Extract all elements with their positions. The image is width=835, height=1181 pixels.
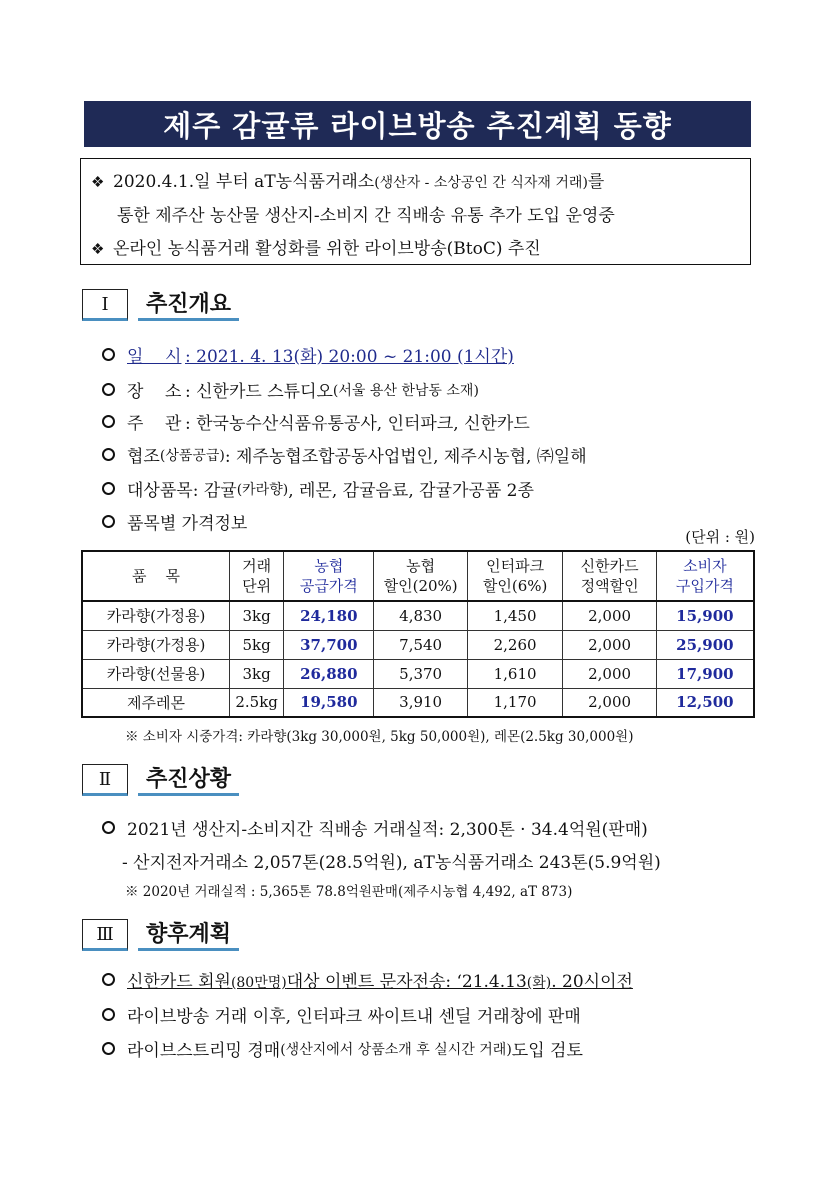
- section-number: Ⅲ: [82, 919, 128, 951]
- header-interpark-discount: 인터파크 할인(6%): [467, 551, 563, 601]
- plan-item-1: 신한카드 회원(80만명)대상 이벤트 문자전송: ‘21.4.13(화). 20시이전: [102, 967, 633, 992]
- performance-2020-note: ※ 2020년 거래실적 : 5,365톤 78.8억원판매(제주시농협 4,492, aT 873): [125, 884, 573, 900]
- header-nh-supply: 농협 공급가격: [284, 551, 374, 601]
- cell-shinhan-discount: 2,000: [563, 688, 656, 717]
- cell-consumer-price: 17,900: [656, 659, 754, 688]
- section-title: 추진개요: [138, 289, 239, 321]
- cell-shinhan-discount: 2,000: [563, 630, 656, 659]
- cell-item: 카라향(선물용): [82, 659, 230, 688]
- cell-interpark-discount: 2,260: [467, 630, 563, 659]
- table-row: [82, 659, 754, 688]
- cell-nh-discount: 3,910: [374, 688, 467, 717]
- diamond-bullet-icon: ❖: [91, 240, 105, 258]
- cell-nh-supply: 26,880: [284, 659, 374, 688]
- cell-shinhan-discount: 2,000: [563, 601, 656, 630]
- header-item: 품 목: [82, 551, 230, 601]
- cell-nh-supply: 24,180: [284, 601, 374, 630]
- section-number: Ⅰ: [82, 289, 128, 321]
- circle-bullet-icon: [102, 482, 115, 495]
- cell-nh-supply: 19,580: [284, 688, 374, 717]
- section-3-header: [82, 918, 239, 952]
- cell-nh-discount: 4,830: [374, 601, 467, 630]
- header-consumer-price: 소비자 구입가격: [656, 551, 754, 601]
- circle-bullet-icon: [102, 415, 115, 428]
- table-row: [82, 630, 754, 659]
- cell-item: 제주레몬: [82, 688, 230, 717]
- section-title: 추진상황: [138, 764, 239, 796]
- diamond-bullet-icon: ❖: [91, 173, 105, 191]
- cell-shinhan-discount: 2,000: [563, 659, 656, 688]
- circle-bullet-icon: [102, 515, 115, 528]
- cell-nh-discount: 5,370: [374, 659, 467, 688]
- price-info-item: 품목별 가격정보: [102, 509, 247, 534]
- unit-note: (단위 : 원): [685, 528, 755, 546]
- cell-consumer-price: 15,900: [656, 601, 754, 630]
- cell-item: 카라향(가정용): [82, 630, 230, 659]
- performance-detail: - 산지전자거래소 2,057톤(28.5억원), aT농식품거래소 243톤(5.9억원): [122, 853, 661, 873]
- cooperation-item: 협조 (상품공급) : 제주농협조합공동사업법인, 제주시농협, ㈜일해: [102, 442, 587, 467]
- section-2-header: [82, 763, 239, 797]
- cell-consumer-price: 12,500: [656, 688, 754, 717]
- circle-bullet-icon: [102, 1042, 115, 1055]
- header-shinhan-discount: 신한카드 정액할인: [563, 551, 656, 601]
- summary-line-2: 통한 제주산 농산물 생산지-소비지 간 직배송 유통 추가 도입 운영중: [117, 206, 615, 226]
- section-number: Ⅱ: [82, 764, 128, 796]
- price-table: [81, 550, 755, 718]
- organizer-item: 주 관 : 한국농수산식품유통공사, 인터파크, 신한카드: [102, 409, 530, 434]
- page-title-text: 제주 감귤류 라이브방송 추진계획 동향: [163, 108, 672, 143]
- cell-unit: 2.5kg: [230, 688, 284, 717]
- cell-unit: 5kg: [230, 630, 284, 659]
- cell-nh-supply: 37,700: [284, 630, 374, 659]
- circle-bullet-icon: [102, 348, 115, 361]
- summary-line-1: ❖ 2020.4.1.일 부터 aT농식품거래소(생산자 - 소상공인 간 식자재 거래)를: [91, 166, 740, 200]
- cell-unit: 3kg: [230, 659, 284, 688]
- plan-item-3: 라이브스트리밍 경매 (생산지에서 상품소개 후 실시간 거래) 도입 검토: [102, 1036, 583, 1061]
- summary-line-3: ❖ 온라인 농식품거래 활성화를 위한 라이브방송(BtoC) 추진: [91, 233, 740, 266]
- circle-bullet-icon: [102, 1008, 115, 1021]
- page-title: [84, 101, 751, 147]
- circle-bullet-icon: [102, 448, 115, 461]
- table-row: [82, 688, 754, 717]
- cell-nh-discount: 7,540: [374, 630, 467, 659]
- schedule-item: 일 시 : 2021. 4. 13(화) 20:00 ~ 21:00 (1시간): [102, 342, 514, 367]
- cell-interpark-discount: 1,170: [467, 688, 563, 717]
- header-unit: 거래 단위: [230, 551, 284, 601]
- table-header-row: [82, 551, 754, 601]
- circle-bullet-icon: [102, 821, 115, 834]
- cell-unit: 3kg: [230, 601, 284, 630]
- target-items: 대상품목 : 감귤 (카라향) , 레몬, 감귤음료, 감귤가공품 2종: [102, 476, 534, 501]
- performance-item: 2021년 생산지-소비지간 직배송 거래실적: 2,300톤 · 34.4억원(판매): [102, 815, 648, 840]
- cell-interpark-discount: 1,450: [467, 601, 563, 630]
- header-nh-discount: 농협 할인(20%): [374, 551, 467, 601]
- venue-item: 장 소 : 신한카드 스튜디오 (서울 용산 한남동 소재): [102, 377, 479, 402]
- circle-bullet-icon: [102, 383, 115, 396]
- circle-bullet-icon: [102, 973, 115, 986]
- consumer-market-price-note: ※ 소비자 시중가격: 카라향(3kg 30,000원, 5kg 50,000원), 레몬(2.5kg 30,000원): [125, 729, 634, 745]
- table-row: [82, 601, 754, 630]
- section-1-header: [82, 288, 239, 322]
- cell-item: 카라향(가정용): [82, 601, 230, 630]
- summary-box: [80, 158, 751, 265]
- section-title: 향후계획: [138, 919, 239, 951]
- cell-interpark-discount: 1,610: [467, 659, 563, 688]
- cell-consumer-price: 25,900: [656, 630, 754, 659]
- plan-item-2: 라이브방송 거래 이후, 인터파크 싸이트내 센딜 거래창에 판매: [102, 1002, 581, 1027]
